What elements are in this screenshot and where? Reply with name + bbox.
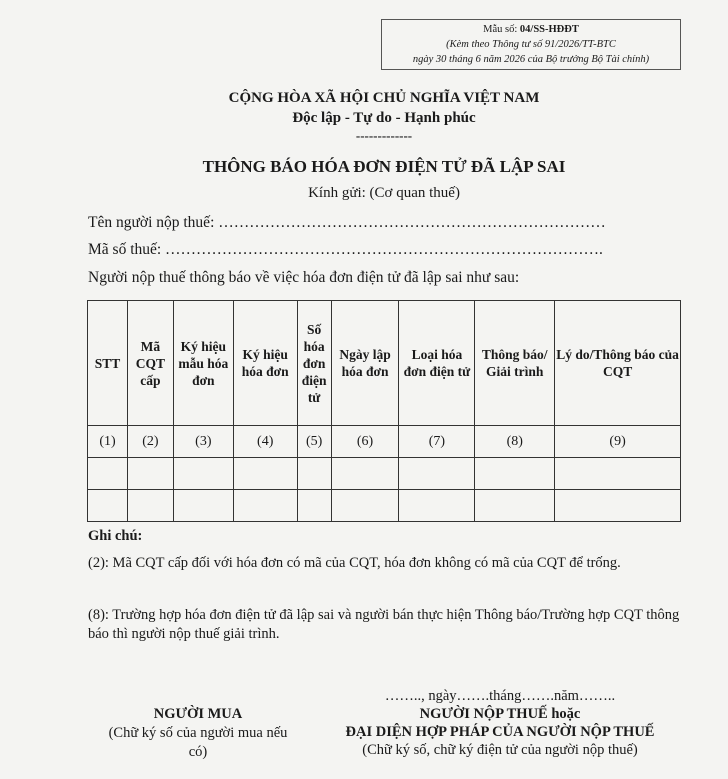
col-number: (9)	[555, 426, 681, 458]
taxpayer-title-1: NGƯỜI NỘP THUẾ hoặc	[419, 706, 581, 722]
recipient-line: Kính gửi: (Cơ quan thuế)	[308, 185, 460, 201]
form-date-line: ngày 30 tháng 6 năm 2026 của Bộ trưởng Bộ Tài chính)	[412, 54, 650, 65]
col-number: (3)	[173, 426, 233, 458]
table-header-row	[88, 301, 681, 426]
col-header-invoice-type: Loại hóa đơn điện tử	[399, 301, 475, 426]
table-row	[88, 490, 681, 522]
table-cell	[127, 458, 173, 490]
col-number: (1)	[88, 426, 128, 458]
col-header-cqt-code: Mã CQT cấp	[127, 301, 173, 426]
col-header-invoice-number: Số hóa đơn điện tử	[297, 301, 331, 426]
table-cell	[399, 490, 475, 522]
col-number: (5)	[297, 426, 331, 458]
document-title: THÔNG BÁO HÓA ĐƠN ĐIỆN TỬ ĐÃ LẬP SAI	[202, 157, 566, 176]
col-header-reason: Lý do/Thông báo của CQT	[555, 301, 681, 426]
taxpayer-name-field: Tên người nộp thuế: …………………………………………………………………	[88, 214, 606, 231]
nation-heading: CỘNG HÒA XÃ HỘI CHỦ NGHĨA VIỆT NAM	[228, 90, 540, 106]
col-number: (6)	[331, 426, 399, 458]
buyer-title: NGƯỜI MUA	[153, 706, 243, 722]
table-cell	[233, 490, 297, 522]
col-number: (7)	[399, 426, 475, 458]
taxpayer-note: (Chữ ký số, chữ ký điện tử của người nộp thuế)	[362, 742, 638, 758]
form-attach-line: (Kèm theo Thông tư số 91/2026/TT-BTC	[446, 39, 616, 50]
col-header-stt: STT	[88, 301, 128, 426]
invoice-table	[87, 300, 681, 522]
notes-heading: Ghi chú:	[88, 528, 143, 544]
taxpayer-signature-block	[300, 687, 700, 759]
note-1: (2): Mã CQT cấp đối với hóa đơn có mã của CQT, hóa đơn không có mã của CQT để trống.	[88, 555, 621, 571]
note-2: (8): Trường hợp hóa đơn điện tử đã lập sai và người bán thực hiện Thông báo/Trường hợp CQT thông báo thì người nộp thuế giải trình.	[88, 607, 680, 642]
col-header-template-symbol: Ký hiệu mẫu hóa đơn	[173, 301, 233, 426]
taxpayer-title-2: ĐẠI DIỆN HỢP PHÁP CỦA NGƯỜI NỘP THUẾ	[345, 724, 655, 740]
col-number: (4)	[233, 426, 297, 458]
buyer-signature-block	[100, 705, 296, 762]
table-cell	[555, 458, 681, 490]
table-cell	[173, 490, 233, 522]
table-number-row	[88, 426, 681, 458]
col-number: (8)	[475, 426, 555, 458]
table-row	[88, 458, 681, 490]
form-code-line	[382, 22, 680, 37]
form-code-prefix: Mẫu số:	[483, 24, 520, 35]
heading-separator: -------------	[355, 128, 413, 143]
tax-code-field: Mã số thuế: ………………………………………………………………………….	[88, 241, 603, 258]
form-code-box	[381, 19, 681, 70]
table-cell	[331, 458, 399, 490]
buyer-note: (Chữ ký số của người mua nếu có)	[108, 725, 288, 760]
col-header-invoice-symbol: Ký hiệu hóa đơn	[233, 301, 297, 426]
table-cell	[88, 458, 128, 490]
table-cell	[399, 458, 475, 490]
table-cell	[127, 490, 173, 522]
table-cell	[88, 490, 128, 522]
form-code: 04/SS-HĐĐT	[519, 24, 579, 35]
col-number: (2)	[127, 426, 173, 458]
intro-text: Người nộp thuế thông báo về việc hóa đơn điện tử đã lập sai như sau:	[88, 269, 520, 286]
table-cell	[331, 490, 399, 522]
table-cell	[173, 458, 233, 490]
table-cell	[297, 490, 331, 522]
table-cell	[475, 490, 555, 522]
signature-date-line: …….., ngày…….tháng…….năm……..	[384, 688, 616, 704]
table-cell	[475, 458, 555, 490]
col-header-issue-date: Ngày lập hóa đơn	[331, 301, 399, 426]
col-header-notice: Thông báo/ Giải trình	[475, 301, 555, 426]
table-cell	[297, 458, 331, 490]
motto-heading: Độc lập - Tự do - Hạnh phúc	[292, 110, 476, 126]
table-cell	[233, 458, 297, 490]
table-cell	[555, 490, 681, 522]
